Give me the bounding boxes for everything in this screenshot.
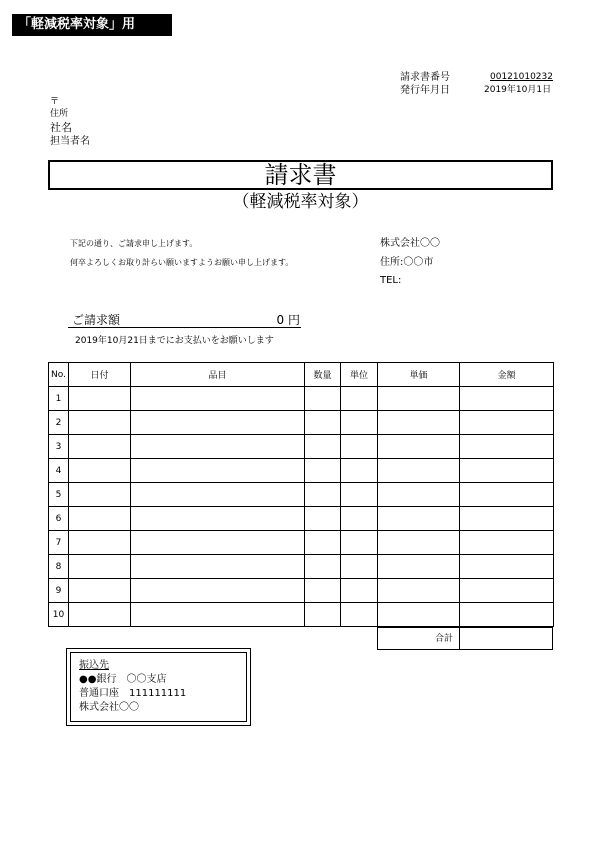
cell-date[interactable] bbox=[69, 435, 131, 459]
cell-amount[interactable] bbox=[460, 435, 554, 459]
table-row bbox=[49, 555, 554, 579]
table-header-row bbox=[49, 363, 554, 387]
issuer-address: 住所:〇〇市 bbox=[380, 257, 434, 268]
cell-item[interactable] bbox=[131, 507, 305, 531]
cell-date[interactable] bbox=[69, 483, 131, 507]
cell-amount[interactable] bbox=[460, 603, 554, 627]
table-row bbox=[49, 435, 554, 459]
cell-item[interactable] bbox=[131, 555, 305, 579]
row-number: 2 bbox=[49, 411, 69, 435]
document-subtitle: （軽減税率対象） bbox=[232, 192, 369, 212]
issue-date-label: 発行年月日 bbox=[400, 85, 450, 96]
row-number: 6 bbox=[49, 507, 69, 531]
cell-unit[interactable] bbox=[341, 603, 378, 627]
header-amount: 金額 bbox=[460, 363, 554, 387]
items-table bbox=[48, 362, 554, 627]
total-value-cell[interactable] bbox=[459, 627, 553, 650]
cell-item[interactable] bbox=[131, 579, 305, 603]
cell-amount[interactable] bbox=[460, 459, 554, 483]
message-line-1: 下記の通り、ご請求申し上げます。 bbox=[70, 239, 198, 248]
cell-date[interactable] bbox=[69, 411, 131, 435]
cell-quantity[interactable] bbox=[305, 387, 341, 411]
cell-amount[interactable] bbox=[460, 411, 554, 435]
cell-unit[interactable] bbox=[341, 507, 378, 531]
cell-unit-price[interactable] bbox=[378, 555, 460, 579]
cell-unit[interactable] bbox=[341, 555, 378, 579]
table-row bbox=[49, 411, 554, 435]
due-date-text: 2019年10月21日までにお支払いをお願いします bbox=[75, 336, 274, 346]
cell-amount[interactable] bbox=[460, 555, 554, 579]
cell-item[interactable] bbox=[131, 531, 305, 555]
cell-quantity[interactable] bbox=[305, 411, 341, 435]
cell-unit-price[interactable] bbox=[378, 579, 460, 603]
cell-unit-price[interactable] bbox=[378, 603, 460, 627]
cell-date[interactable] bbox=[69, 507, 131, 531]
recipient-company-label: 社名 bbox=[50, 121, 72, 134]
bank-line-2: 普通口座 111111111 bbox=[79, 688, 187, 699]
cell-amount[interactable] bbox=[460, 507, 554, 531]
cell-unit-price[interactable] bbox=[378, 411, 460, 435]
cell-date[interactable] bbox=[69, 531, 131, 555]
row-number: 1 bbox=[49, 387, 69, 411]
amount-label: ご請求額 bbox=[72, 313, 121, 327]
cell-quantity[interactable] bbox=[305, 531, 341, 555]
cell-quantity[interactable] bbox=[305, 579, 341, 603]
cell-item[interactable] bbox=[131, 603, 305, 627]
cell-unit[interactable] bbox=[341, 531, 378, 555]
cell-date[interactable] bbox=[69, 387, 131, 411]
postal-mark: 〒 bbox=[50, 97, 60, 107]
table-row bbox=[49, 531, 554, 555]
row-number: 5 bbox=[49, 483, 69, 507]
cell-date[interactable] bbox=[69, 555, 131, 579]
cell-amount[interactable] bbox=[460, 483, 554, 507]
cell-unit-price[interactable] bbox=[378, 387, 460, 411]
message-line-2: 何卒よろしくお取り計らい願いますようお願い申し上げます。 bbox=[70, 258, 294, 267]
table-row bbox=[49, 507, 554, 531]
row-number: 8 bbox=[49, 555, 69, 579]
recipient-person-label: 担当者名 bbox=[50, 136, 90, 147]
bank-line-3: 株式会社〇〇 bbox=[79, 702, 139, 713]
cell-unit-price[interactable] bbox=[378, 531, 460, 555]
cell-date[interactable] bbox=[69, 459, 131, 483]
template-badge: 「軽減税率対象」用 bbox=[12, 14, 172, 36]
amount-value: 0 円 bbox=[276, 313, 300, 327]
header-unit: 単位 bbox=[341, 363, 378, 387]
cell-unit-price[interactable] bbox=[378, 507, 460, 531]
cell-quantity[interactable] bbox=[305, 435, 341, 459]
cell-date[interactable] bbox=[69, 603, 131, 627]
invoice-number-label: 請求書番号 bbox=[400, 72, 450, 83]
issue-date-value: 2019年10月1日 bbox=[484, 85, 552, 95]
recipient-address-label: 住所 bbox=[50, 109, 69, 119]
table-row bbox=[49, 459, 554, 483]
row-number: 4 bbox=[49, 459, 69, 483]
table-row bbox=[49, 483, 554, 507]
cell-amount[interactable] bbox=[460, 387, 554, 411]
header-unit-price: 単価 bbox=[378, 363, 460, 387]
table-row bbox=[49, 579, 554, 603]
issuer-company: 株式会社〇〇 bbox=[380, 238, 440, 249]
cell-unit[interactable] bbox=[341, 435, 378, 459]
header-no: No. bbox=[49, 363, 69, 387]
row-number: 10 bbox=[49, 603, 69, 627]
amount-underline bbox=[68, 327, 301, 328]
cell-unit-price[interactable] bbox=[378, 435, 460, 459]
cell-unit[interactable] bbox=[341, 411, 378, 435]
cell-item[interactable] bbox=[131, 459, 305, 483]
cell-quantity[interactable] bbox=[305, 483, 341, 507]
cell-quantity[interactable] bbox=[305, 507, 341, 531]
row-number: 7 bbox=[49, 531, 69, 555]
cell-quantity[interactable] bbox=[305, 555, 341, 579]
cell-unit-price[interactable] bbox=[378, 483, 460, 507]
cell-item[interactable] bbox=[131, 387, 305, 411]
table-row bbox=[49, 603, 554, 627]
row-number: 9 bbox=[49, 579, 69, 603]
bank-title: 振込先 bbox=[79, 660, 109, 671]
header-date: 日付 bbox=[69, 363, 131, 387]
cell-quantity[interactable] bbox=[305, 603, 341, 627]
cell-date[interactable] bbox=[69, 579, 131, 603]
cell-item[interactable] bbox=[131, 435, 305, 459]
cell-quantity[interactable] bbox=[305, 459, 341, 483]
cell-unit[interactable] bbox=[341, 459, 378, 483]
invoice-number-value: 00121010232 bbox=[490, 72, 553, 82]
row-number: 3 bbox=[49, 435, 69, 459]
total-label: 合計 bbox=[377, 627, 459, 650]
cell-unit[interactable] bbox=[341, 387, 378, 411]
header-item: 品目 bbox=[131, 363, 305, 387]
cell-item[interactable] bbox=[131, 411, 305, 435]
cell-unit[interactable] bbox=[341, 579, 378, 603]
cell-amount[interactable] bbox=[460, 531, 554, 555]
document-title: 請求書 bbox=[48, 160, 553, 190]
bank-line-1: ●●銀行 〇〇支店 bbox=[79, 674, 167, 685]
cell-unit[interactable] bbox=[341, 483, 378, 507]
issuer-tel: TEL: bbox=[380, 275, 402, 286]
cell-unit-price[interactable] bbox=[378, 459, 460, 483]
cell-amount[interactable] bbox=[460, 579, 554, 603]
bank-box bbox=[70, 652, 247, 722]
cell-item[interactable] bbox=[131, 483, 305, 507]
table-row bbox=[49, 387, 554, 411]
header-quantity: 数量 bbox=[305, 363, 341, 387]
